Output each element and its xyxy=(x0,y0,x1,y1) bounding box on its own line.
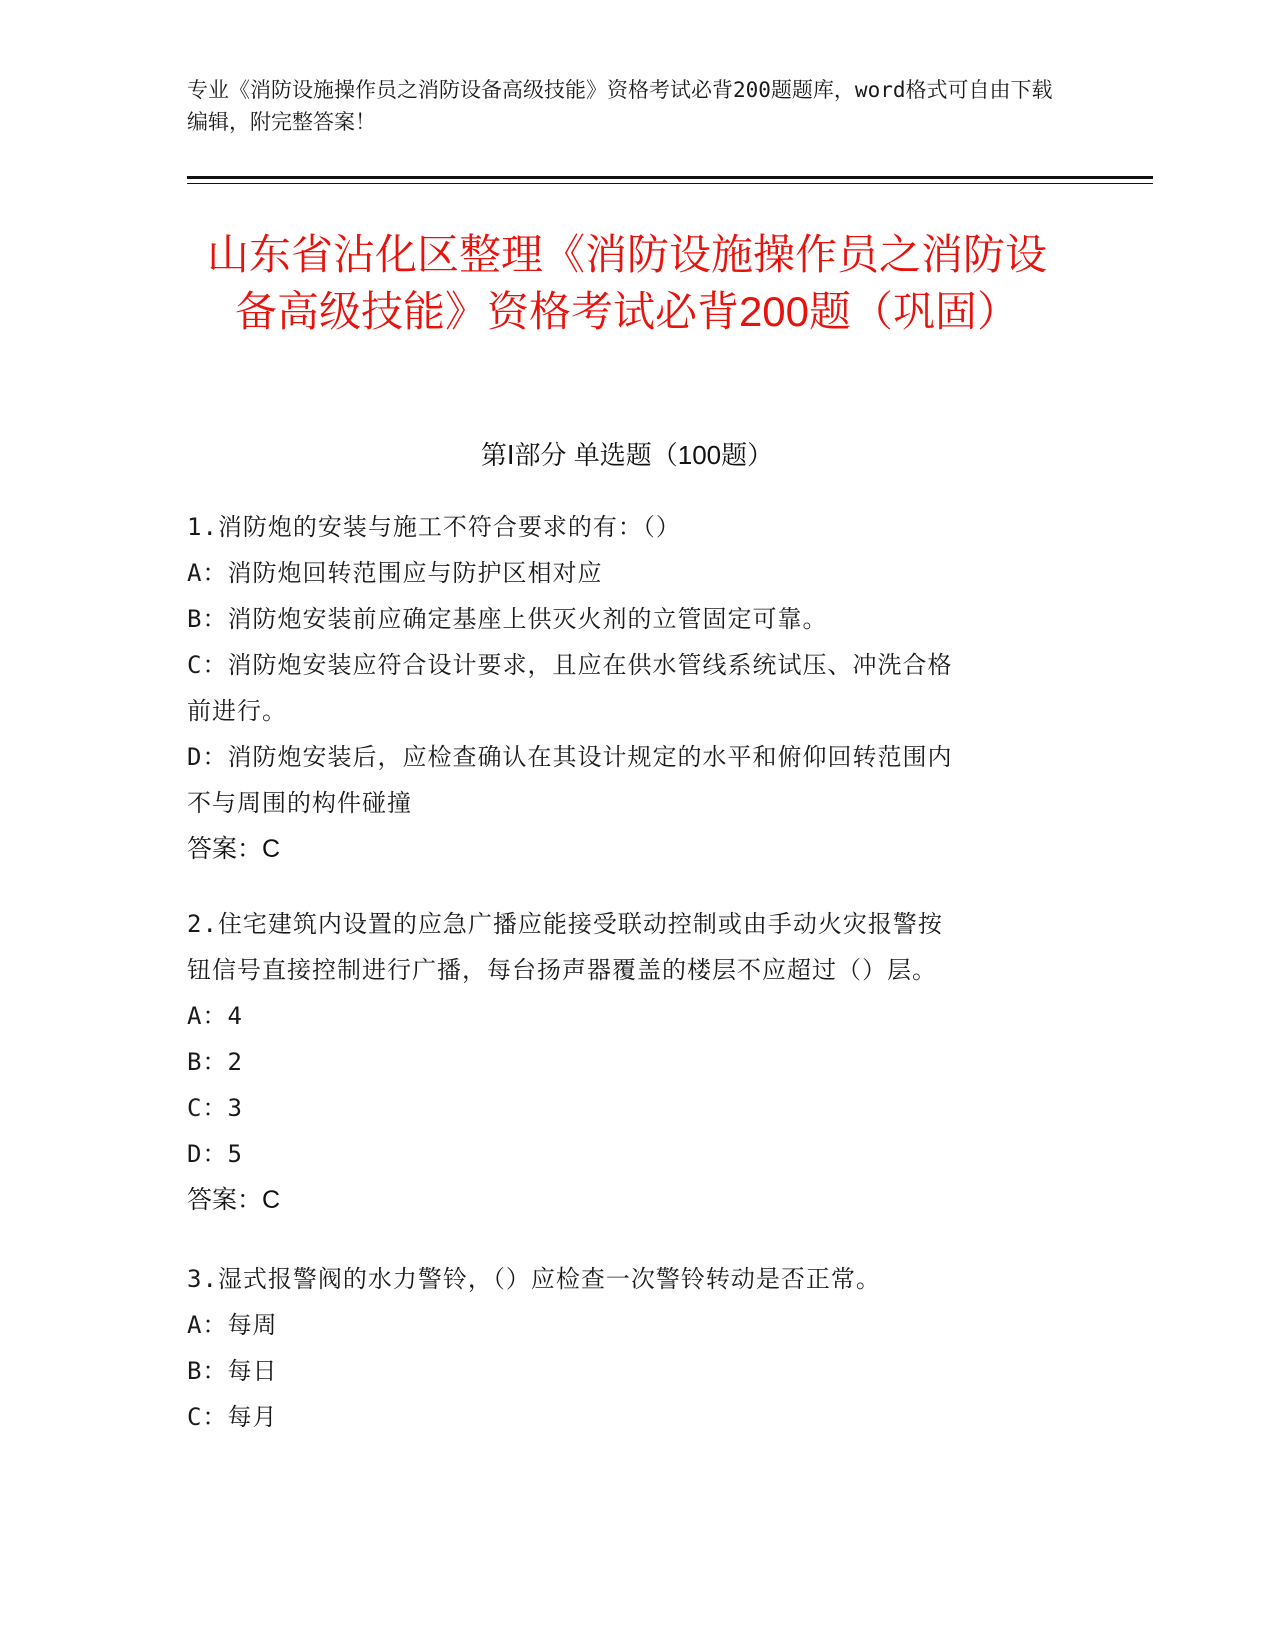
header-note: 专业《消防设施操作员之消防设备高级技能》资格考试必背200题题库，word格式可自由下载编辑，附完整答案！ xyxy=(187,78,1053,134)
option-d: D：消防炮安装后，应检查确认在其设计规定的水平和俯仰回转范围内 xyxy=(187,743,953,771)
question-1 xyxy=(187,504,1067,872)
option-d-continued: 不与周围的构件碰撞 xyxy=(187,789,412,817)
question-3 xyxy=(187,1256,1067,1440)
option-a: A：4 xyxy=(187,1002,243,1030)
answer: 答案：C xyxy=(187,835,281,863)
page-title: 山东省沾化区整理《消防设施操作员之消防设备高级技能》资格考试必背200题（巩固） xyxy=(206,231,1047,335)
section-title: 第Ⅰ部分 单选题（100题） xyxy=(480,440,774,470)
question-text: 3.湿式报警阀的水力警铃，（）应检查一次警铃转动是否正常。 xyxy=(187,1265,881,1293)
option-d: D：5 xyxy=(187,1140,243,1168)
option-c: C：3 xyxy=(187,1094,243,1122)
option-b: B：消防炮安装前应确定基座上供灭火剂的立管固定可靠。 xyxy=(187,605,828,633)
option-b: B：每日 xyxy=(187,1357,278,1385)
question-2 xyxy=(187,901,1067,1223)
option-a: A：消防炮回转范围应与防护区相对应 xyxy=(187,559,603,587)
header-rule-thick xyxy=(187,176,1153,179)
option-a: A：每周 xyxy=(187,1311,278,1339)
option-c: C：每月 xyxy=(187,1403,278,1431)
question-text: 2.住宅建筑内设置的应急广播应能接受联动控制或由手动火灾报警按 xyxy=(187,910,943,938)
question-text: 1.消防炮的安装与施工不符合要求的有：（） xyxy=(187,513,681,541)
answer: 答案：C xyxy=(187,1186,281,1214)
option-b: B：2 xyxy=(187,1048,243,1076)
option-c: C：消防炮安装应符合设计要求，且应在供水管线系统试压、冲洗合格 xyxy=(187,651,953,679)
question-text-continued: 钮信号直接控制进行广播，每台扬声器覆盖的楼层不应超过（）层。 xyxy=(187,956,937,984)
option-c-continued: 前进行。 xyxy=(187,697,287,725)
header-rule-thin xyxy=(187,183,1153,184)
